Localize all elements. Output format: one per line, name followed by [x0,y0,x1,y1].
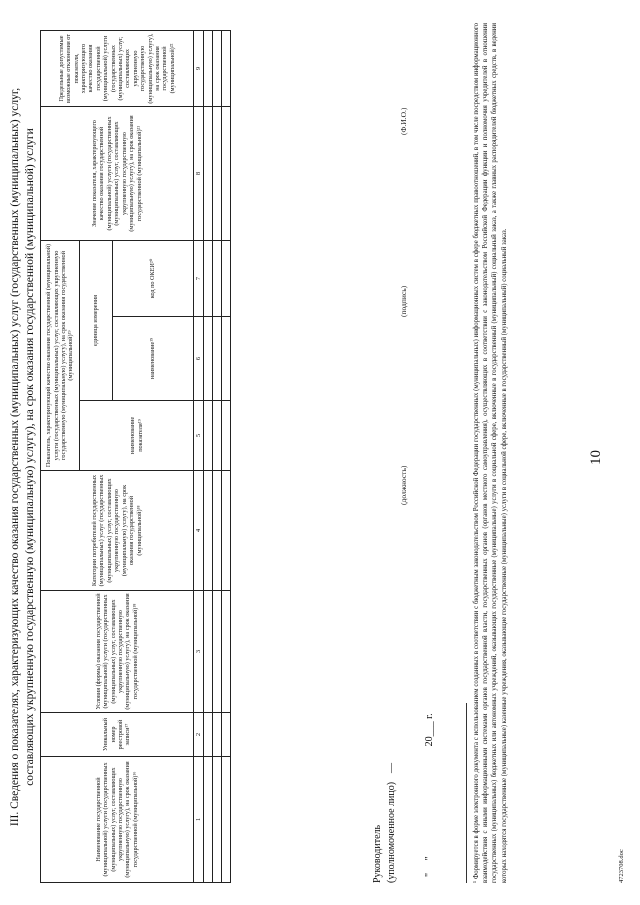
column-number: 8 [194,107,204,241]
column-number: 6 [194,317,204,401]
column-number: 5 [194,401,204,471]
column-number: 2 [194,713,204,757]
signatory-title: Руководитель [372,824,383,883]
header-unit: единица измерения [80,241,113,401]
footnote-separator [466,703,467,883]
section-heading [8,31,38,883]
header-okei-code: код по ОКЕИ²⁰ [113,241,194,317]
column-number: 1 [194,757,204,883]
date-line: " " 20___ г. [424,713,435,877]
column-number: 4 [194,471,204,591]
heading-line-1: III. Сведения о показателях, характеризующих качество оказания государственных (муниципальных) услуг (государственных (муниципальных) услуг, [9,87,21,827]
caption-position: (должность) [399,465,408,505]
signature-dash: — [386,763,397,773]
header-indicator-group: Показатель, характеризующий качество оказания государственной (муниципальной) услуги (государственных (муниципальных) услуг, составляющих укрупненную государственную (муниципальную) услугу), на срок оказания государственной (муниципальной)¹⁹ [41,241,80,471]
page-number: 10 [588,450,604,465]
column-number-row [194,31,204,883]
table-row [222,31,231,883]
footnote: ¹ Формируется в форме электронного документа с использованием созданных в соответствии с бюджетным законодательством Российской Федерации государственных (муниципальных) информационных систем в сфере бюджетных правоотношений, в том числе посредством информационного взаимодействия с иными информационными системами органов государственной власти, государственных органов (органов местного самоуправления), осуществляющих в соответствии с законодательством Российской Федерации функции и полномочия учредителей в отношении государственных (муниципальных) бюджетных или автономных учреждений, оказывающих государственные (муниципальные) услуги в социальной сфере, включенные в государственный (муниципальный) социальный заказ, а также главных распорядителей бюджетных средств, в ведении которых находятся государственные (муниципальные) казенные учреждения, оказывающие государственные (муниципальные) услуги в социальной сфере, включенные в государственный (муниципальный) социальный заказ. [473,23,508,883]
signatory-subtitle: (уполномоченное лицо) [386,781,397,883]
header-registry-number: Уникальный номер реестровой записи¹⁷ [41,713,194,757]
table-row [204,31,213,883]
caption-signature: (подпись) [399,285,408,317]
header-indicator-value: Значение показателя, характеризующего качество оказания государственной (муниципальной) услуги (государственных (муниципальных) услуг, составляющих укрупненную государственную (муниципальную) услугу), на срок оказания государственной (муниципальной)²¹ [41,107,194,241]
header-unit-name: наименование¹⁹ [113,317,194,401]
header-service-name: Наименование государственной (муниципальной) услуги (государственных (муниципальных) услуг, составляющих укрупненную государственную (муниципальную) услугу), на срок оказания государственной (муниципальной)¹⁶ [41,757,194,883]
column-number: 7 [194,241,204,317]
heading-line-2: составляющих укрупненную государственную (муниципальную) услугу), на срок оказания государственной (муниципальной) услуги [24,128,36,786]
header-consumer-categories: Категории потребителей государственных (муниципальных) услуг (государственных (муниципальных) услуг, составляющих укрупненную государственную (муниципальную) услугу), на срок оказания государственной (муниципальной)¹⁸ [41,471,194,591]
header-indicator-name: наименование показателя¹⁹ [80,401,194,471]
document-id: 4723708.doc [618,849,625,883]
table-row [213,31,222,883]
quality-indicators-table [40,30,231,883]
header-conditions: Условия (формы) оказания государственной (муниципальной) услуги (государственных (муниципальных) услуг, составляющих укрупненную государственную (муниципальную) услугу), на срок оказания государственной (муниципальной)¹⁸ [41,591,194,713]
column-number: 3 [194,591,204,713]
header-allowed-deviation: Предельные допустимые возможные отклонения от показателя, характеризующего качество оказания государственной (муниципальной) услуги (государственных (муниципальных) услуг, составляющих укрупненную государственную (муниципальную) услугу), на срок оказания государственной (муниципальной)²² [41,31,194,107]
caption-full-name: (Ф.И.О.) [399,107,408,135]
column-number: 9 [194,31,204,107]
